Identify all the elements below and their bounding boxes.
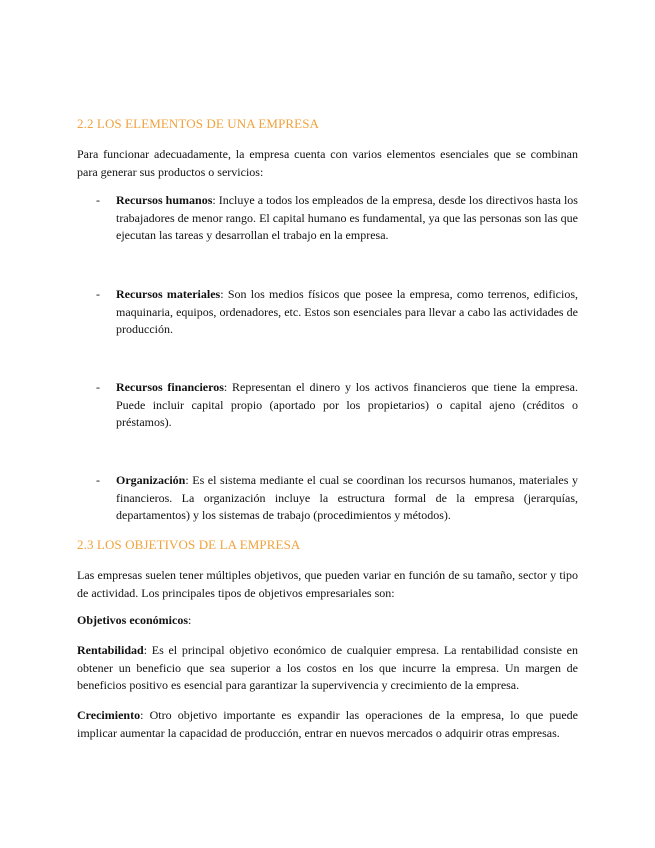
subheading-term: Objetivos económicos <box>77 613 188 627</box>
bullet-text <box>116 472 578 525</box>
section-heading-2-3: 2.3 LOS OBJETIVOS DE LA EMPRESA <box>77 537 301 552</box>
paragraph-text: : Es el principal objetivo económico de cualquier empresa. La rentabilidad consiste en obtener un beneficio que sea superior a los costos en los que incurre la empresa. Un margen de beneficios positivo es esencial para garantizar la supervivencia y crecimiento de la empresa. <box>77 643 578 692</box>
bullet-description: : Representan el dinero y los activos financieros que tiene la empresa. Puede incluir capital propio (aportado por los propietarios) o capital ajeno (créditos o préstamos). <box>116 380 579 429</box>
bullet-dash: - <box>96 473 100 487</box>
bullet-term: Recursos materiales <box>116 287 221 301</box>
subheading-suffix: : <box>187 613 192 627</box>
bullet-description: : Son los medios físicos que posee la empresa, como terrenos, edificios, maquinaria, equipos, ordenadores, etc. Estos son esenciales para llevar a cabo las actividades de producción. <box>116 287 579 336</box>
paragraph-rentabilidad <box>77 642 578 695</box>
bullet-description: : Incluye a todos los empleados de la empresa, desde los directivos hasta los trabajadores de menor rango. El capital humano es fundamental, ya que las personas son las que ejecutan las tareas y desarrollan el trabajo en la empresa. <box>116 193 578 242</box>
bullet-text <box>116 379 578 432</box>
bullet-dash: - <box>96 287 100 301</box>
section-heading-2-2: 2.2 LOS ELEMENTOS DE UNA EMPRESA <box>77 116 320 131</box>
bullet-description: : Es el sistema mediante el cual se coordinan los recursos humanos, materiales y financieros. La organización incluye la estructura formal de la empresa (jerarquías, departamentos) y los sistemas de trabajo (procedimientos y métodos). <box>116 473 578 522</box>
bullet-text <box>116 286 578 339</box>
bullet-term: Recursos financieros <box>116 380 224 394</box>
bullet-term: Organización <box>116 473 186 487</box>
bullet-term: Recursos humanos <box>116 193 213 207</box>
bullet-dash: - <box>96 380 100 394</box>
bullet-dash: - <box>96 193 100 207</box>
section-2-2-intro: Para funcionar adecuadamente, la empresa cuenta con varios elementos esenciales que se combinan para generar sus productos o servicios: <box>77 147 578 179</box>
paragraph-text: : Otro objetivo importante es expandir las operaciones de la empresa, lo que puede implicar aumentar la capacidad de producción, entrar en nuevos mercados o adquirir otras empresas. <box>77 708 578 740</box>
subheading-objetivos-economicos <box>77 612 578 630</box>
section-2-3-intro: Las empresas suelen tener múltiples objetivos, que pueden variar en función de su tamaño, sector y tipo de actividad. Los principales tipos de objetivos empresariales son: <box>77 568 578 600</box>
paragraph-term: Crecimiento <box>77 708 141 722</box>
paragraph-term: Rentabilidad <box>77 643 144 657</box>
paragraph-crecimiento <box>77 707 578 742</box>
bullet-text <box>116 192 578 245</box>
